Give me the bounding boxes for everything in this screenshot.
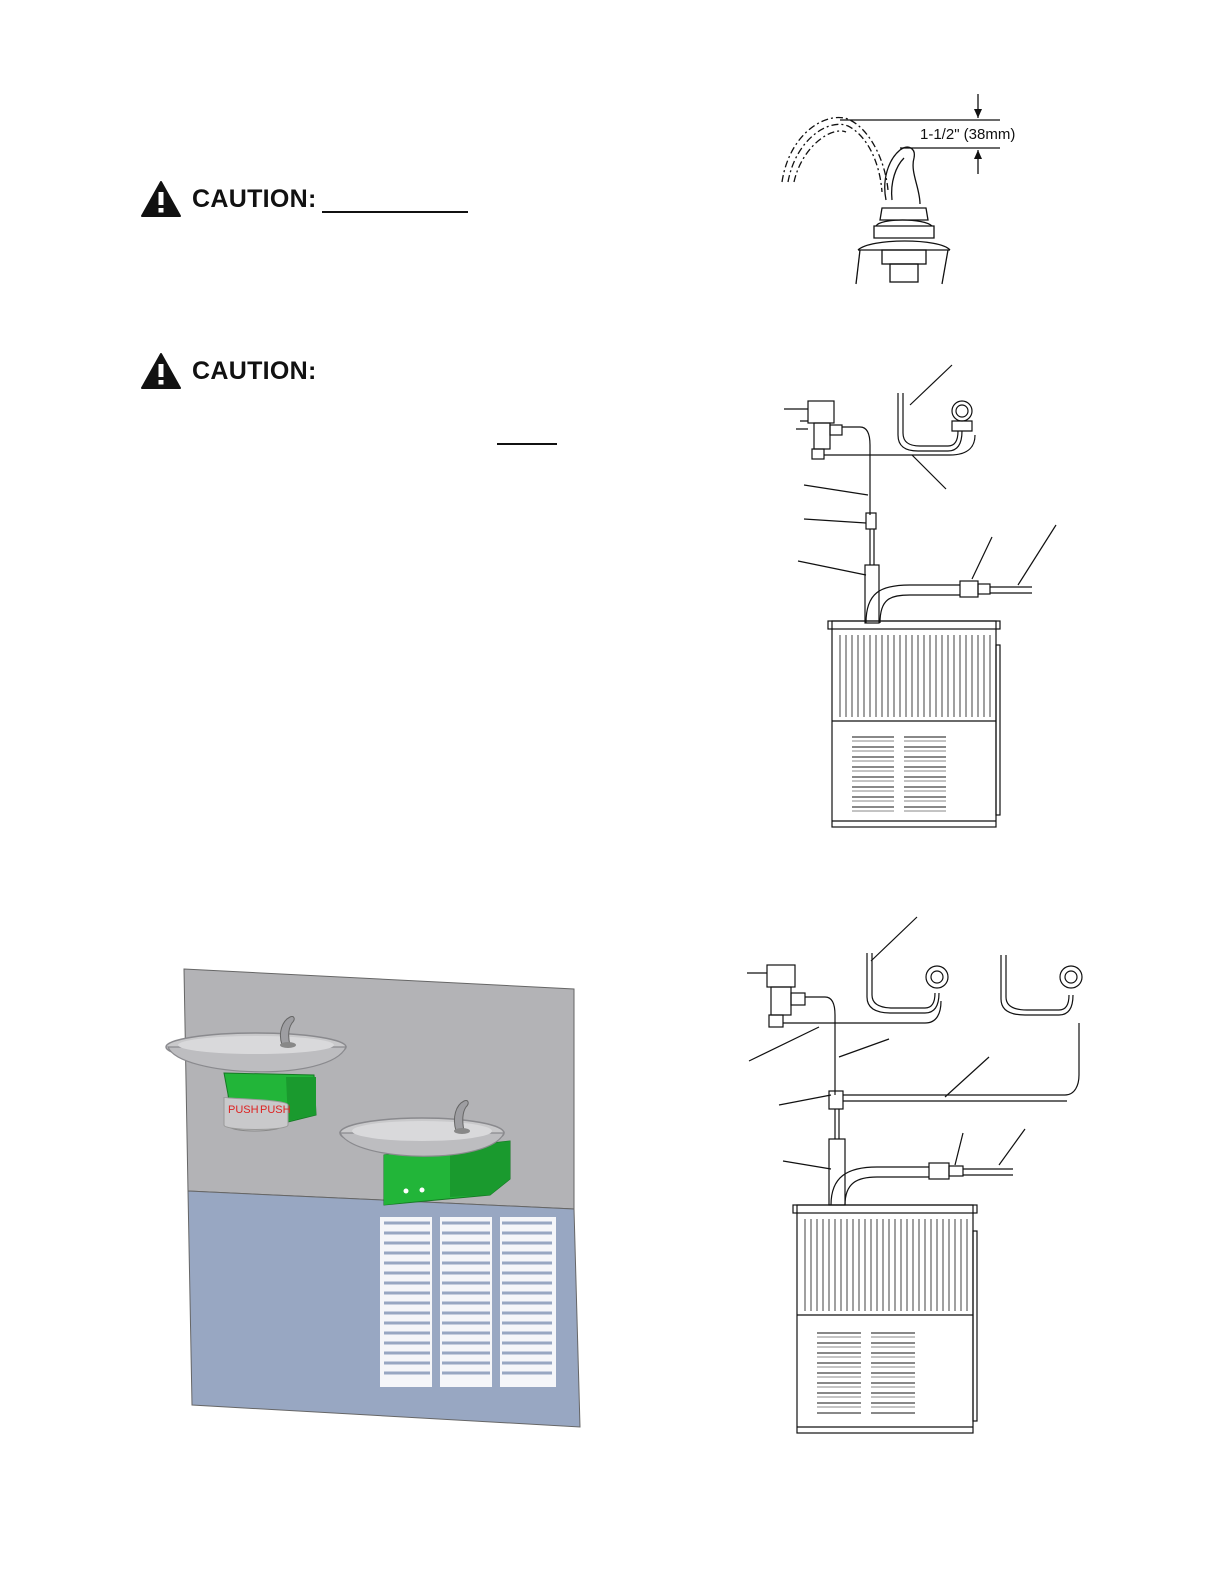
dual-fountain-illustration (160, 965, 590, 1435)
caution-label: CAUTION: (192, 184, 317, 213)
caution-notice-2 (140, 352, 317, 390)
single-station-plumbing-diagram (770, 365, 1070, 835)
blank-underline (322, 211, 468, 213)
caution-notice-1 (140, 180, 317, 218)
louver-grille (380, 1217, 556, 1387)
caution-label: CAUTION: (192, 356, 317, 385)
push-label: PUSH (228, 1104, 259, 1116)
dual-station-plumbing-diagram (745, 915, 1095, 1445)
blank-underline (497, 443, 557, 445)
warning-triangle-icon (140, 180, 182, 218)
warning-triangle-icon (140, 352, 182, 390)
bubbler-stream-diagram (770, 90, 1050, 290)
push-label: PUSH (260, 1104, 291, 1116)
dimension-label: 1-1/2" (38mm) (920, 126, 1016, 143)
